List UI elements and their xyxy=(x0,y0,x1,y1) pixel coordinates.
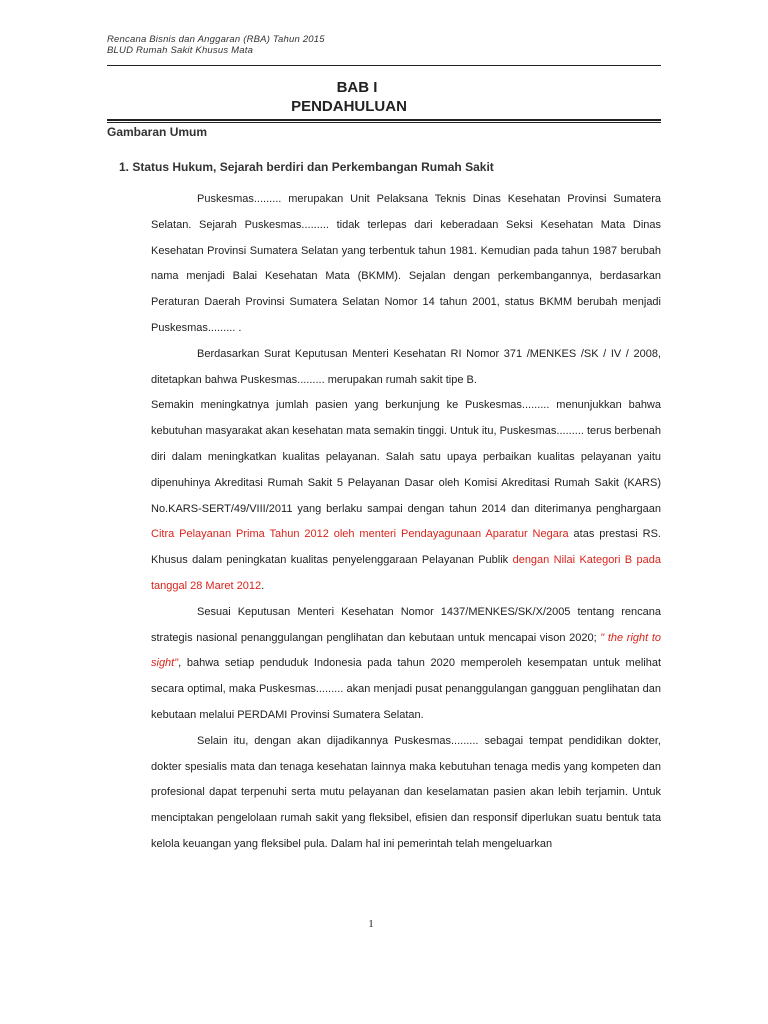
paragraph-4-text-a: Sesuai Keputusan Menteri Kesehatan Nomor 1437/MENKES/SK/X/2005 tentang rencana strategis nasional penanggulangan penglihatan dan kebutaan untuk mencapai vison 2020; xyxy=(151,605,661,644)
header-line-2: BLUD Rumah Sakit Khusus Mata xyxy=(107,45,254,56)
body-text xyxy=(151,187,661,858)
highlight-category: dengan Nilai Kategori B pada tanggal 28 Maret 2012 xyxy=(151,554,662,592)
highlight-award: Citra Pelayanan Prima Tahun 2012 oleh menteri Pendayagunaan Aparatur Negara xyxy=(151,528,569,541)
title-divider-thick xyxy=(107,119,661,121)
highlight-right-to-sight: " the right to sight" xyxy=(151,631,662,670)
header-line-1: Rencana Bisnis dan Anggaran (RBA) Tahun 2015 xyxy=(107,34,325,45)
paragraph-3-text-a: Semakin meningkatnya jumlah pasien yang berkunjung ke Puskesmas......... menunjukkan bahwa kebutuhan masyarakat akan kesehatan mata semakin tinggi. Untuk itu, Puskesmas......... terus berbenah diri dalam meningkatkan kualitas pelayanan. Salah satu upaya perbaikan kualitas pelayanan yaitu dipenuhinya Akreditasi Rumah Sakit 5 Pelayanan Dasar oleh Komisi Akreditasi Rumah Sakit (KARS) No.KARS-SERT/49/VIII/2011 yang berlaku sampai dengan tahun 2014 dan diterimanya penghargaan xyxy=(151,399,661,515)
section-heading: Gambaran Umum xyxy=(107,125,208,139)
running-header xyxy=(107,34,325,56)
paragraph-3-text-c: . xyxy=(261,579,265,592)
paragraph-2: Berdasarkan Surat Keputusan Menteri Kesehatan RI Nomor 371 /MENKES /SK / IV / 2008, ditetapkan bahwa Puskesmas......... merupakan rumah sakit tipe B. xyxy=(151,347,661,386)
paragraph-3-text-b: atas prestasi RS. Khusus dalam peningkatan kualitas penyelenggaraan Pelayanan Publik xyxy=(151,528,661,567)
paragraph-3 xyxy=(151,393,661,599)
header-divider xyxy=(107,65,661,66)
title-divider-thin xyxy=(107,122,661,123)
paragraph-4-text-b: , bahwa setiap penduduk Indonesia pada tahun 2020 memperoleh kesempatan untuk melihat secara optimal, maka Puskesmas......... akan menjadi pusat penanggulangan gangguan penglihatan dan kebutaan melalui PERDAMI Provinsi Sumatera Selatan. xyxy=(151,657,661,721)
paragraph-1: Puskesmas......... merupakan Unit Pelaksana Teknis Dinas Kesehatan Provinsi Sumatera Selatan. Sejarah Puskesmas......... tidak terlepas dari keberadaan Seksi Kesehatan Mata Dinas Kesehatan Provinsi Sumatera Selatan yang terbentuk tahun 1981. Kemudian pada tahun 1987 berubah nama menjadi Balai Kesehatan Mata (BKMM). Sejalan dengan perkembangannya, berdasarkan Peraturan Daerah Provinsi Sumatera Selatan Nomor 14 tahun 2001, status BKMM berubah menjadi Puskesmas......... . xyxy=(151,193,661,334)
chapter-number: BAB I xyxy=(336,79,378,96)
subsection-heading: 1. Status Hukum, Sejarah berdiri dan Perkembangan Rumah Sakit xyxy=(119,160,494,174)
chapter-title: PENDAHULUAN xyxy=(291,98,407,115)
paragraph-4 xyxy=(151,600,661,729)
paragraph-5: Selain itu, dengan akan dijadikannya Puskesmas......... sebagai tempat pendidikan dokter, dokter spesialis mata dan tenaga kesehatan lainnya maka kebutuhan tenaga medis yang kompeten dan profesional dapat terpenuhi serta mutu pelayanan dan keselamatan pasien akan lebih terjamin. Untuk menciptakan pengelolaan rumah sakit yang fleksibel, efisien dan responsif diperlukan suatu bentuk tata kelola keuangan yang fleksibel pula. Dalam hal ini pemerintah telah mengeluarkan xyxy=(151,734,661,850)
page-number: 1 xyxy=(368,918,374,930)
